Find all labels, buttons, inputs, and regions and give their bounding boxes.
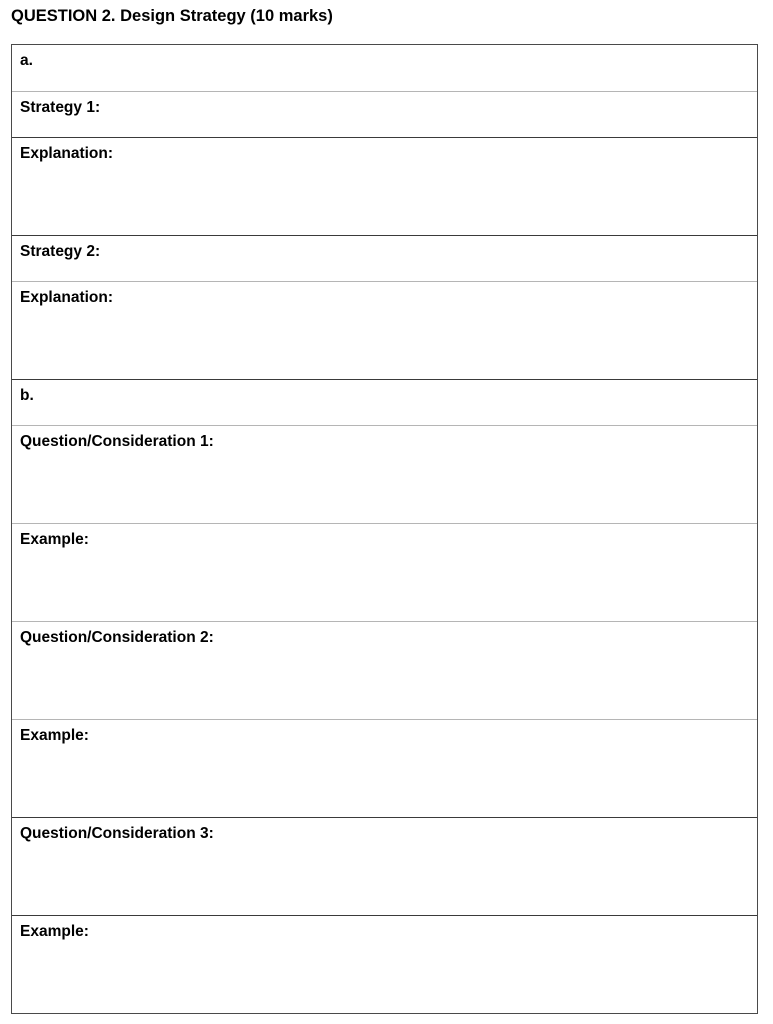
row-strategy-2[interactable]: Strategy 2: [12,235,757,281]
row-consideration-3[interactable]: Question/Consideration 3: [12,817,757,915]
answer-form-table [11,44,758,1014]
row-explanation-2[interactable]: Explanation: [12,281,757,379]
row-strategy-1[interactable]: Strategy 1: [12,91,757,137]
row-example-2[interactable]: Example: [12,719,757,817]
row-example-3[interactable]: Example: [12,915,757,1013]
page-title: QUESTION 2. Design Strategy (10 marks) [11,7,333,25]
row-part-a[interactable]: a. [20,52,33,69]
row-consideration-2[interactable]: Question/Consideration 2: [12,621,757,719]
row-example-1[interactable]: Example: [12,523,757,621]
row-part-b[interactable]: b. [12,379,757,425]
row-explanation-1[interactable]: Explanation: [12,137,757,235]
row-consideration-1[interactable]: Question/Consideration 1: [12,425,757,523]
